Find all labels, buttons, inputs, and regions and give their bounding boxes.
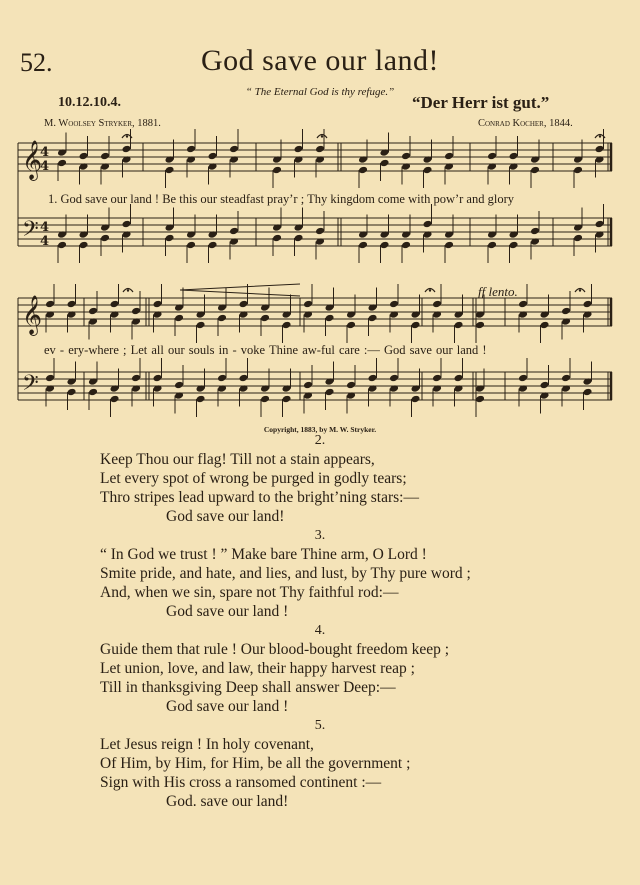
notehead [540, 381, 550, 390]
bass-clef-icon: 𝄢 [22, 371, 39, 401]
notehead [509, 241, 519, 250]
notehead [260, 395, 270, 404]
notehead [380, 241, 390, 250]
notehead [325, 314, 335, 323]
fermata-dot [579, 289, 581, 291]
time-signature: 4 [40, 145, 50, 160]
notehead [389, 374, 399, 383]
fermata-dot [321, 135, 323, 137]
notehead [583, 388, 593, 397]
notehead [411, 395, 421, 404]
lyric-line-2: ev - ery-where ; Let all our souls in - voke Thine aw-ful care :— God save our land ! [44, 343, 487, 357]
verse-refrain: God save our land ! [166, 698, 289, 715]
verse-line: Guide them that rule ! Our blood-bought freedom keep ; [100, 641, 450, 658]
verse-refrain: God save our land! [166, 508, 285, 525]
notehead [79, 152, 89, 161]
notehead [239, 374, 249, 383]
time-signature: 4 [40, 234, 50, 249]
fermata-dot [599, 135, 601, 137]
tune-name: “Der Herr ist gut.” [412, 93, 550, 112]
music-score [0, 0, 640, 440]
verse-line: Let every spot of wrong be purged in godly tears; [100, 470, 407, 487]
verse-line: And, when we sin, spare not Thy faithful rod:— [100, 584, 399, 601]
expression-marking: ff lento. [478, 284, 518, 299]
notehead [346, 381, 356, 390]
notehead [67, 388, 77, 397]
verse-refrain: God. save our land! [166, 793, 289, 810]
notehead [561, 307, 571, 316]
notehead [573, 166, 583, 175]
treble-clef-icon: 𝄞 [22, 295, 43, 335]
notehead [100, 152, 110, 161]
copyright-notice: Copyright, 1883, by M. W. Stryker. [263, 425, 377, 434]
notehead [282, 395, 292, 404]
notehead [110, 300, 120, 309]
verse-line: Let Jesus reign ! In holy covenant, [100, 736, 314, 753]
notehead [294, 145, 304, 154]
notehead [401, 241, 411, 250]
time-signature: 4 [40, 220, 50, 235]
notehead [208, 241, 218, 250]
notehead [475, 321, 485, 330]
treble-clef-icon: 𝄞 [22, 140, 43, 180]
fermata-dot [126, 135, 128, 137]
notehead [454, 321, 464, 330]
notehead [315, 227, 325, 236]
notehead [196, 321, 206, 330]
notehead [487, 241, 497, 250]
notehead [583, 300, 593, 309]
notehead [88, 388, 98, 397]
verse-line: Smite pride, and hate, and lies, and lust, by Thy pure word ; [100, 565, 471, 582]
notehead [540, 321, 550, 330]
notehead [530, 166, 540, 175]
notehead [294, 234, 304, 243]
notehead [208, 152, 218, 161]
notehead [57, 241, 67, 250]
notehead [595, 220, 605, 229]
notehead [88, 307, 98, 316]
notehead [518, 300, 528, 309]
notehead [595, 145, 605, 154]
composer-credit: Conrad Kocher, 1844. [478, 118, 573, 129]
verse-line: Sign with His cross a ransomed continent :— [100, 774, 382, 791]
notehead [432, 300, 442, 309]
author-credit: M. Woolsey Stryker, 1881. [44, 118, 161, 129]
notehead [282, 321, 292, 330]
notehead [239, 300, 249, 309]
notehead [368, 314, 378, 323]
notehead [423, 166, 433, 175]
page-number: 52. [20, 48, 53, 77]
verse-line: Keep Thou our flag! Till not a stain appears, [100, 451, 375, 468]
notehead [272, 234, 282, 243]
notehead [423, 220, 433, 229]
notehead [346, 321, 356, 330]
notehead [165, 166, 175, 175]
notehead [186, 241, 196, 250]
bass-clef-icon: 𝄢 [22, 217, 39, 247]
notehead [67, 300, 77, 309]
notehead [229, 227, 239, 236]
notehead [122, 145, 132, 154]
notehead [389, 300, 399, 309]
notehead [45, 374, 55, 383]
time-signature: 4 [40, 159, 50, 174]
notehead [487, 152, 497, 161]
notehead [303, 300, 313, 309]
notehead [325, 388, 335, 397]
notehead [217, 374, 227, 383]
verse-line: Thro stripes lead upward to the bright’ning stars:— [100, 489, 419, 506]
verse-number: 2. [314, 433, 326, 448]
notehead [272, 166, 282, 175]
notehead [186, 145, 196, 154]
notehead [45, 300, 55, 309]
notehead [131, 374, 141, 383]
notehead [358, 241, 368, 250]
notehead [57, 159, 67, 168]
hymn-title: God save our land! [200, 44, 440, 77]
verse-line: Till in thanksgiving Deep shall answer Deep:— [100, 679, 396, 696]
notehead [401, 152, 411, 161]
notehead [153, 374, 163, 383]
notehead [165, 234, 175, 243]
verse-number: 4. [314, 623, 326, 638]
notehead [411, 321, 421, 330]
lyric-line-1: 1. God save our land ! Be this our steadfast pray’r ; Thy kingdom come with pow’r and glory [48, 192, 514, 206]
notehead [380, 159, 390, 168]
notehead [475, 395, 485, 404]
notehead [122, 220, 132, 229]
fermata-dot [429, 289, 431, 291]
verse-refrain: God save our land ! [166, 603, 289, 620]
notehead [110, 395, 120, 404]
notehead [260, 314, 270, 323]
notehead [444, 241, 454, 250]
notehead [153, 300, 163, 309]
notehead [530, 227, 540, 236]
crescendo-icon [180, 284, 300, 296]
notehead [444, 152, 454, 161]
notehead [303, 381, 313, 390]
notehead [79, 241, 89, 250]
notehead [174, 381, 184, 390]
verse-line: “ In God we trust ! ” Make bare Thine arm, O Lord ! [100, 546, 427, 563]
epigraph: “ The Eternal God is thy refuge.” [245, 86, 395, 98]
notehead [509, 152, 519, 161]
verse-line: Let union, love, and law, their happy harvest reap ; [100, 660, 415, 677]
notehead [315, 145, 325, 154]
verse-number: 5. [314, 718, 326, 733]
notehead [174, 314, 184, 323]
fermata-dot [127, 289, 129, 291]
notehead [217, 314, 227, 323]
notehead [432, 374, 442, 383]
notehead [196, 395, 206, 404]
notehead [518, 374, 528, 383]
meter: 10.12.10.4. [58, 95, 121, 110]
notehead [131, 307, 141, 316]
verse-line: Of Him, by Him, for Him, be all the government ; [100, 755, 411, 772]
notehead [561, 374, 571, 383]
notehead [368, 374, 378, 383]
notehead [454, 374, 464, 383]
verse-number: 3. [314, 528, 326, 543]
notehead [358, 166, 368, 175]
notehead [100, 234, 110, 243]
notehead [573, 234, 583, 243]
notehead [229, 145, 239, 154]
